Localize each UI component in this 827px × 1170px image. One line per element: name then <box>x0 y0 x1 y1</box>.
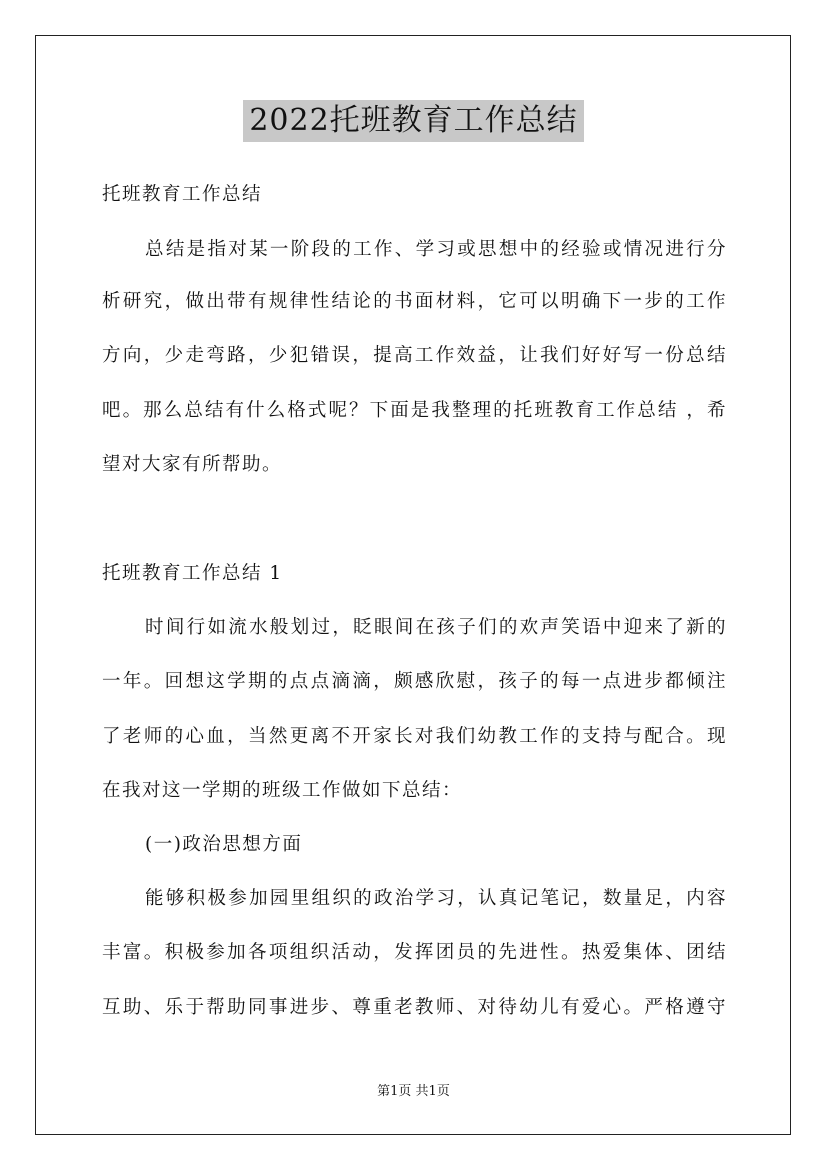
paragraph-line: 在我对这一学期的班级工作做如下总结： <box>102 780 463 801</box>
paragraph-line: 时间行如流水般划过，眨眼间在孩子们的欢声笑语中迎来了新的 <box>145 617 727 638</box>
page-number: 第1页 共1页 <box>377 1084 450 1099</box>
paragraph-line: 一年。回想这学期的点点滴滴，颇感欣慰，孩子的每一点进步都倾注 <box>102 671 727 692</box>
paragraph-line: 吧。那么总结有什么格式呢？下面是我整理的托班教育工作总结 ，希 <box>102 400 727 421</box>
document-subtitle: 托班教育工作总结 <box>102 184 263 205</box>
paragraph-line: 互助、乐于帮助同事进步、尊重老教师、对待幼儿有爱心。严格遵守 <box>102 997 727 1018</box>
title-container <box>0 100 827 142</box>
section-heading: 托班教育工作总结 1 <box>102 563 283 584</box>
paragraph-line: 方向，少走弯路，少犯错误，提高工作效益，让我们好好写一份总结 <box>102 345 727 366</box>
paragraph-line: 析研究，做出带有规律性结论的书面材料，它可以明确下一步的工作 <box>102 291 727 312</box>
document-title: 2022托班教育工作总结 <box>243 100 583 142</box>
paragraph-line: 总结是指对某一阶段的工作、学习或思想中的经验或情况进行分 <box>145 239 727 260</box>
paragraph-line: 望对大家有所帮助。 <box>102 454 283 475</box>
paragraph-line: 了老师的心血，当然更离不开家长对我们幼教工作的支持与配合。现 <box>102 726 727 747</box>
paragraph-line: 丰富。积极参加各项组织活动，发挥团员的先进性。热爱集体、团结 <box>102 942 727 963</box>
subsection-heading: (一)政治思想方面 <box>145 834 303 855</box>
paragraph-line: 能够积极参加园里组织的政治学习，认真记笔记，数量足，内容 <box>145 888 727 909</box>
